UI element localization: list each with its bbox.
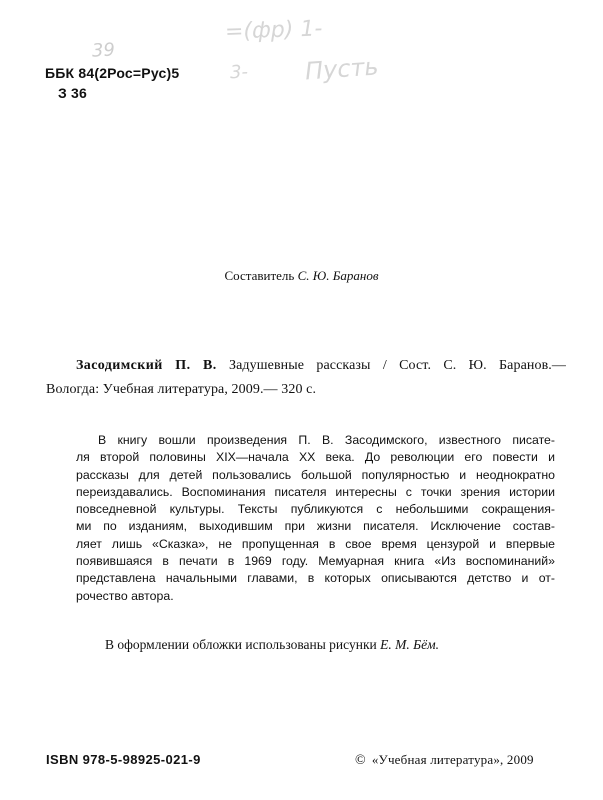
annotation-line: В книгу вошли произведения П. В. Засодимского, известного писате- (98, 433, 555, 447)
copyright (355, 752, 534, 769)
pencil-note: =(фр) 1- (224, 16, 323, 45)
author-mark: З 36 (58, 85, 88, 101)
annotation-line: ляет лишь «Сказка», не пропущенная в свое время цензурой и впервые (76, 536, 555, 551)
isbn: ISBN 978-5-98925-021-9 (46, 752, 201, 767)
copyright-holder: «Учебная литература», 2009 (371, 752, 534, 767)
cover-artist: Е. М. Бём. (380, 637, 440, 652)
cover-credit-text: В оформлении обложки использованы рисунки (105, 637, 377, 652)
pencil-note: Пусть (304, 52, 380, 86)
copyright-icon: © (355, 753, 366, 768)
annotation-line: рочество автора. (76, 588, 174, 603)
annotation (76, 432, 555, 605)
biblio-line-1 (46, 354, 566, 378)
pencil-note: 39 (91, 39, 116, 62)
annotation-line: переиздавались. Воспоминания писателя интересны с точки зрения истории (76, 484, 555, 499)
annotation-line: ля второй половины XIX—начала XX века. До революции его повести и (76, 450, 555, 465)
annotation-line: повседневной культуры. Тексты публикуются с небольшими сокращения- (76, 502, 555, 517)
biblio-author: Засодимский П. В. (76, 358, 217, 373)
annotation-line: представлена начальными главами, в которых описываются детство и от- (76, 571, 555, 586)
compiler-line (0, 268, 603, 284)
annotation-line: ми по изданиям, выходившим при жизни писателя. Исключение состав- (76, 519, 555, 534)
annotation-line: рассказы для детей пользовались большой популярностью и неоднократно (76, 467, 555, 482)
biblio-title: Задушевные рассказы / Сост. С. Ю. Баранов.— (229, 358, 567, 373)
bbk-code: ББК 84(2Рос=Рус)5 (45, 65, 180, 81)
biblio-line-2: Вологда: Учебная литература, 2009.— 320 с. (46, 382, 317, 397)
pencil-note: 3- (229, 61, 249, 84)
compiler-name: С. Ю. Баранов (297, 268, 379, 283)
cover-credit (105, 637, 439, 653)
compiler-label: Составитель (224, 268, 295, 283)
annotation-line: появившаяся в печати в 1969 году. Мемуарная книга «Из воспоминаний» (76, 554, 555, 569)
bbk-classification-block (45, 63, 179, 103)
bibliographic-record (46, 354, 566, 402)
